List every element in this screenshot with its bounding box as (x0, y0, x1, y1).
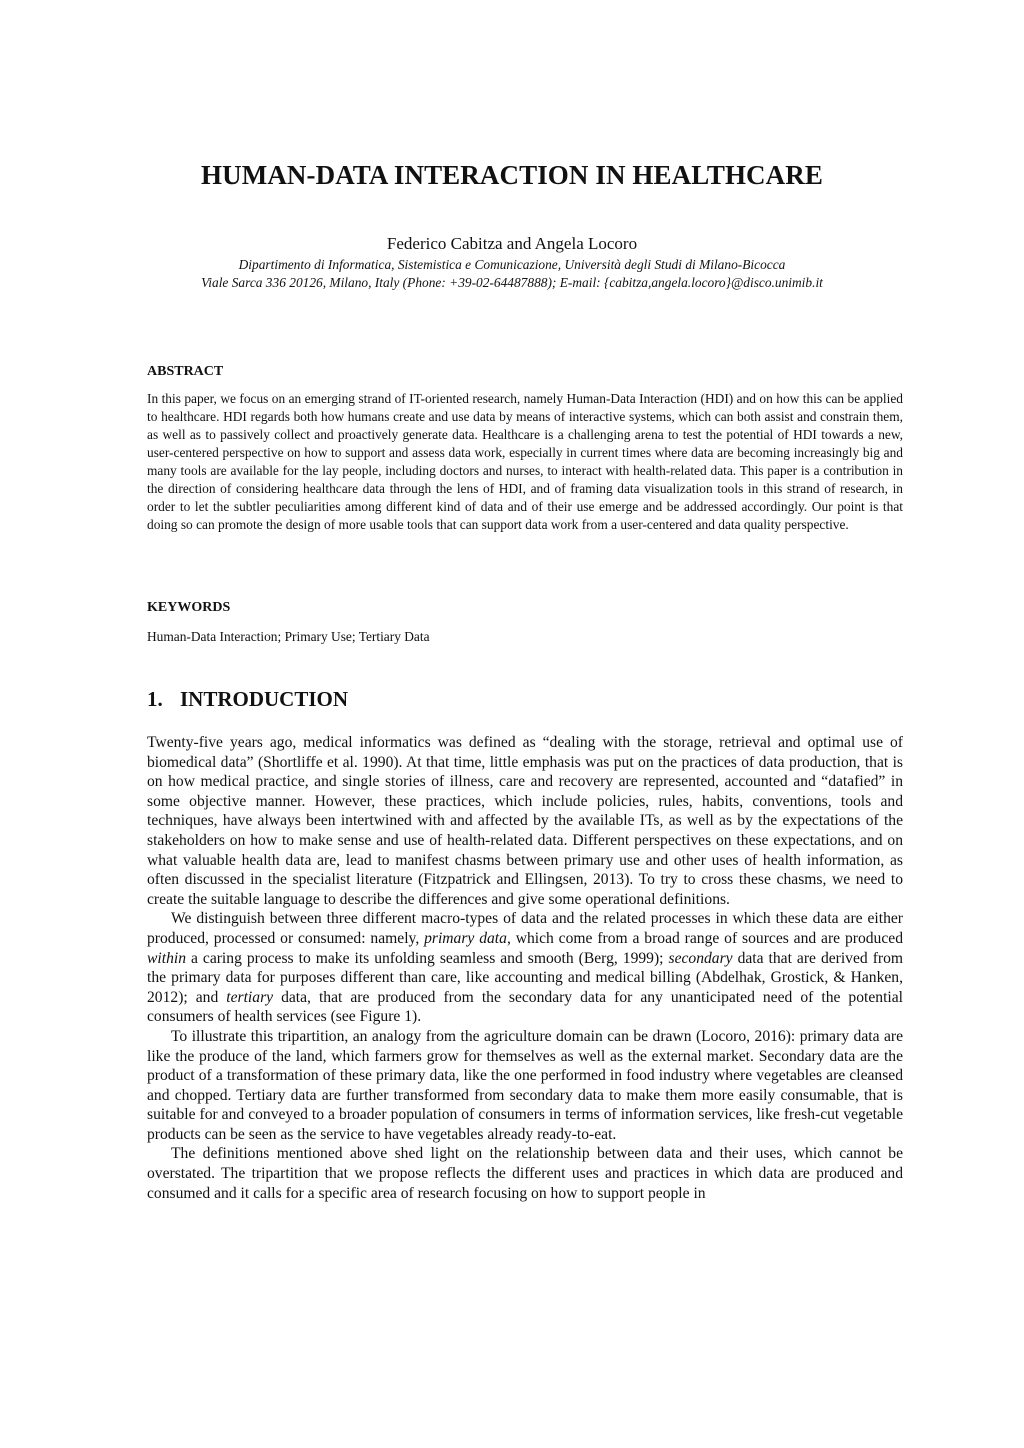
section-title: INTRODUCTION (180, 687, 349, 711)
author-contact: Viale Sarca 336 20126, Milano, Italy (Phone: +39-02-64487888); E-mail: {cabitza,angela.locoro}@disco.unimib.it (201, 275, 823, 290)
author-affiliation: Dipartimento di Informatica, Sistemistica e Comunicazione, Università degli Studi di Milano-Bicocca (238, 257, 786, 272)
intro-paragraph-4: The definitions mentioned above shed light on the relationship between data and their uses, which cannot be overstated. The tripartition that we propose reflects the different uses and practices in which data are produced and consumed and it calls for a specific area of research focusing on how to support people in (147, 1145, 903, 1202)
text-run: , which come from a broad range of sources and are produced (506, 929, 903, 947)
emphasis-tertiary: tertiary (226, 988, 274, 1006)
emphasis-secondary: secondary (668, 949, 733, 967)
abstract-heading: ABSTRACT (147, 364, 224, 379)
introduction-heading (147, 687, 348, 712)
introduction-body (147, 733, 903, 1203)
paper-authors: Federico Cabitza and Angela Locoro (386, 234, 638, 253)
intro-paragraph-1: Twenty-five years ago, medical informatics was defined as “dealing with the storage, retrieval and optimal use of biomedical data” (Shortliffe et al. 1990). At that time, little emphasis was put on the practices of data production, that is on how medical practice, and single stories of illness, care and recovery are represented, accounted and “datafied” in some objective manner. However, these practices, which include policies, rules, habits, conventions, tools and techniques, have always been intertwined with and affected by the available ITs, as well as by the expectations of the stakeholders on how to make sense and use of health-related data. Different perspectives on these expectations, and on what valuable health data are, lead to manifest chasms between primary use and other uses of health information, as often discussed in the specialist literature (Fitzpatrick and Ellingsen, 2013). To try to cross these chasms, we need to create the suitable language to describe the differences and give some operational definitions. (147, 734, 903, 908)
intro-paragraph-3: To illustrate this tripartition, an analogy from the agriculture domain can be drawn (Locoro, 2016): primary data are like the produce of the land, which farmers grow for themselves as well as the external market. Secondary data are the product of a transformation of these primary data, like the one performed in food industry where vegetables are cleansed and chopped. Tertiary data are further transformed from secondary data to make them more easily consumable, that is suitable for and conveyed to a broader population of consumers in terms of information services, like fresh-cut vegetable products can be seen as the service to have vegetables already ready-to-eat. (147, 1027, 903, 1143)
paper-title: HUMAN-DATA INTERACTION IN HEALTHCARE (201, 160, 823, 190)
intro-paragraph-2 (147, 909, 903, 1027)
emphasis-within: within (147, 949, 186, 967)
text-run: data that are derived from the primary data for purposes different than care, like accounting and medical billing (Abdelhak, Grostick, & Hanken, 2012); and (147, 949, 904, 1006)
emphasis-primary-data: primary data (424, 929, 507, 947)
abstract-text: In this paper, we focus on an emerging strand of IT-oriented research, namely Human-Data Interaction (HDI) and on how this can be applied to healthcare. HDI regards both how humans create and use data by means of interactive systems, which can both assist and constrain them, as well as to passively collect and proactively generate data. Healthcare is a challenging arena to test the potential of HDI towards a new, user-centered perspective on how to support and assess data work, especially in current times where data are becoming increasingly big and many tools are available for the lay people, including doctors and nurses, to interact with health-related data. This paper is a contribution in the direction of considering healthcare data through the lens of HDI, and of framing data visualization tools in this strand of research, in order to let the subtler peculiarities among different kind of data and of their use emerge and be addressed accordingly. Our point is that doing so can promote the design of more usable tools that can support data work from a user-centered and data quality perspective. (147, 391, 903, 532)
text-run: We distinguish between three different macro-types of data and the related processes in which these data are either produced, processed or consumed: namely, (147, 910, 903, 947)
section-number: 1. (147, 687, 163, 711)
text-run: a caring process to make its unfolding seamless and smooth (Berg, 1999); (186, 949, 669, 967)
keywords-text: Human-Data Interaction; Primary Use; Tertiary Data (147, 629, 430, 644)
text-run: data, that are produced from the secondary data for any unanticipated need of the potential consumers of health services (see Figure 1). (147, 988, 903, 1026)
keywords-heading: KEYWORDS (147, 600, 231, 615)
